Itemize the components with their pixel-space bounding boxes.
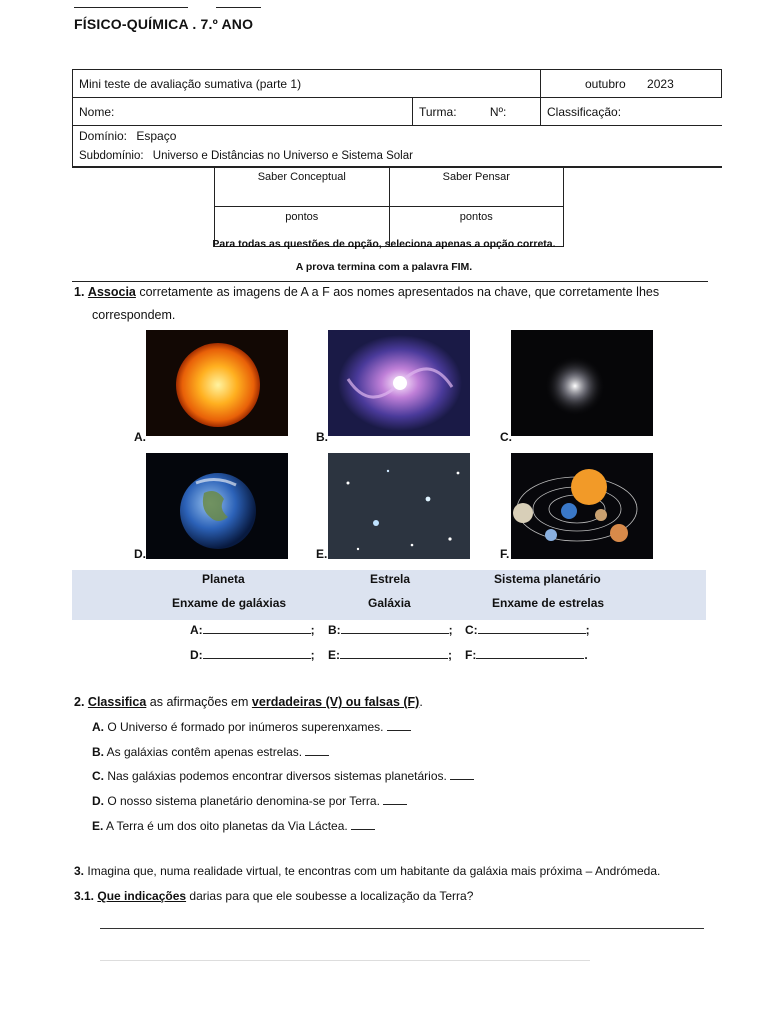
domain-value: Espaço [136, 129, 177, 143]
subdomain-row [73, 146, 722, 167]
statement-d-letter: D. [92, 794, 104, 808]
stars-image [328, 453, 470, 559]
q3-1-verb: Que indicações [97, 889, 187, 903]
title-rule-right [216, 7, 261, 8]
answer-c-end: ; [585, 623, 590, 637]
statement-d-blank[interactable] [383, 792, 407, 805]
question-3-1 [74, 889, 473, 903]
statement-a-letter: A. [92, 720, 104, 734]
key-item-enxame-galaxias: Enxame de galáxias [172, 596, 287, 610]
answer-f[interactable] [465, 646, 588, 662]
key-item-galaxia: Galáxia [368, 596, 411, 610]
domain-row [73, 126, 722, 147]
answer-line-1[interactable] [100, 928, 704, 929]
statement-c-letter: C. [92, 769, 104, 783]
answer-b-label: B: [328, 623, 341, 637]
test-title: Mini teste de avaliação sumativa (parte 1) [73, 70, 541, 98]
key-item-enxame-estrelas: Enxame de estrelas [492, 596, 605, 610]
statement-a-blank[interactable] [387, 718, 411, 731]
instruction-end: A prova termina com a palavra FIM. [295, 261, 473, 273]
class-number-field[interactable] [413, 98, 541, 126]
q2-text-end: . [419, 695, 423, 709]
score-col-conceptual: Saber Conceptual [215, 167, 390, 207]
answer-f-end: . [584, 648, 588, 662]
statement-a [92, 718, 411, 734]
answer-f-label: F: [465, 648, 477, 662]
answer-b-blank[interactable] [341, 621, 449, 634]
key-item-planeta: Planeta [202, 572, 245, 586]
statement-d-text: O nosso sistema planetário denomina-se por Terra. [107, 794, 380, 808]
q3-number: 3. [74, 864, 85, 878]
earth-image [146, 453, 288, 559]
date-cell [541, 70, 722, 98]
q3-1-number: 3.1. [74, 889, 95, 903]
image-label-a: A. [134, 430, 146, 444]
answer-a-label: A: [190, 623, 203, 637]
galaxy-image [328, 330, 470, 436]
class-label: Turma: [419, 104, 457, 119]
answer-d-blank[interactable] [203, 646, 311, 659]
statement-e [92, 817, 375, 833]
header-table [72, 69, 722, 168]
score-points-conceptual[interactable]: pontos [215, 207, 390, 247]
number-label: Nº: [489, 104, 507, 119]
q3-1-text: darias para que ele soubesse a localização da Terra? [189, 889, 474, 903]
statement-e-text: A Terra é um dos oito planetas da Via Láctea. [106, 819, 348, 833]
image-label-d: D. [134, 547, 146, 561]
image-label-f: F. [500, 547, 510, 561]
grade-label: Classificação: [547, 104, 622, 119]
statement-c-blank[interactable] [450, 767, 474, 780]
q2-text: as afirmações em [149, 695, 249, 709]
answer-e-end: ; [448, 648, 452, 662]
statement-c [92, 767, 474, 783]
answer-f-blank[interactable] [476, 646, 584, 659]
domain-label: Domínio: [79, 129, 128, 143]
answer-line-2[interactable] [100, 960, 590, 961]
q1-verb: Associa [87, 285, 136, 299]
q2-number: 2. [74, 695, 85, 709]
q2-verb: Classifica [87, 695, 147, 709]
q1-number: 1. [74, 285, 85, 299]
statement-d [92, 792, 407, 808]
q1-text: corretamente as imagens de A a F aos nomes apresentados na chave, que corretamente lhes [139, 285, 660, 299]
q3-text: Imagina que, numa realidade virtual, te encontras com um habitante da galáxia mais próxima – Andrómeda. [87, 864, 661, 878]
answer-e-blank[interactable] [340, 646, 448, 659]
score-table [214, 167, 564, 247]
answer-d-end: ; [310, 648, 315, 662]
statement-b-blank[interactable] [305, 743, 329, 756]
subdomain-label: Subdomínio: [79, 150, 144, 162]
image-label-c: C. [500, 430, 512, 444]
key-item-sistema-planetario: Sistema planetário [494, 572, 601, 586]
title-rule-left [74, 7, 188, 8]
image-label-e: E. [316, 547, 328, 561]
answer-a[interactable] [190, 621, 315, 637]
statement-a-text: O Universo é formado por inúmeros superenxames. [107, 720, 384, 734]
question-2 [74, 690, 714, 714]
statement-e-blank[interactable] [351, 817, 375, 830]
name-field[interactable] [73, 98, 413, 126]
answer-c[interactable] [465, 621, 590, 637]
score-col-thinking: Saber Pensar [389, 167, 564, 207]
statement-b-letter: B. [92, 745, 104, 759]
statement-c-text: Nas galáxias podemos encontrar diversos sistemas planetários. [107, 769, 447, 783]
answer-a-blank[interactable] [203, 621, 311, 634]
answer-d-label: D: [190, 648, 203, 662]
test-month: outubro [585, 76, 626, 91]
score-points-thinking[interactable]: pontos [389, 207, 564, 247]
answer-e[interactable] [328, 646, 452, 662]
answer-c-blank[interactable] [478, 621, 586, 634]
answer-b-end: ; [448, 623, 453, 637]
subject-title: FÍSICO-QUÍMICA . 7.º ANO [74, 16, 254, 32]
answer-c-label: C: [465, 623, 478, 637]
subdomain-value: Universo e Distâncias no Universo e Sistema Solar [152, 150, 413, 162]
question-1 [74, 280, 708, 304]
key-item-estrela: Estrela [370, 572, 411, 586]
name-label: Nome: [79, 104, 115, 119]
sun-image [146, 330, 288, 436]
answer-a-end: ; [310, 623, 315, 637]
statement-b-text: As galáxias contêm apenas estrelas. [106, 745, 303, 759]
statement-e-letter: E. [92, 819, 104, 833]
instruction-options: Para todas as questões de opção, seleciona apenas a opção correta. [212, 238, 556, 250]
answer-key-box [72, 570, 706, 620]
star-cluster-image [511, 330, 653, 436]
answer-b[interactable] [328, 621, 453, 637]
solar-system-image [511, 453, 653, 559]
test-year: 2023 [647, 76, 674, 91]
q1-text-cont: correspondem. [92, 308, 176, 322]
grade-field[interactable] [541, 98, 722, 126]
answer-e-label: E: [328, 648, 340, 662]
statement-b [92, 743, 329, 759]
answer-d[interactable] [190, 646, 315, 662]
image-label-b: B. [316, 430, 328, 444]
question-3 [74, 864, 734, 878]
q2-true-false: verdadeiras (V) ou falsas (F) [251, 695, 420, 709]
